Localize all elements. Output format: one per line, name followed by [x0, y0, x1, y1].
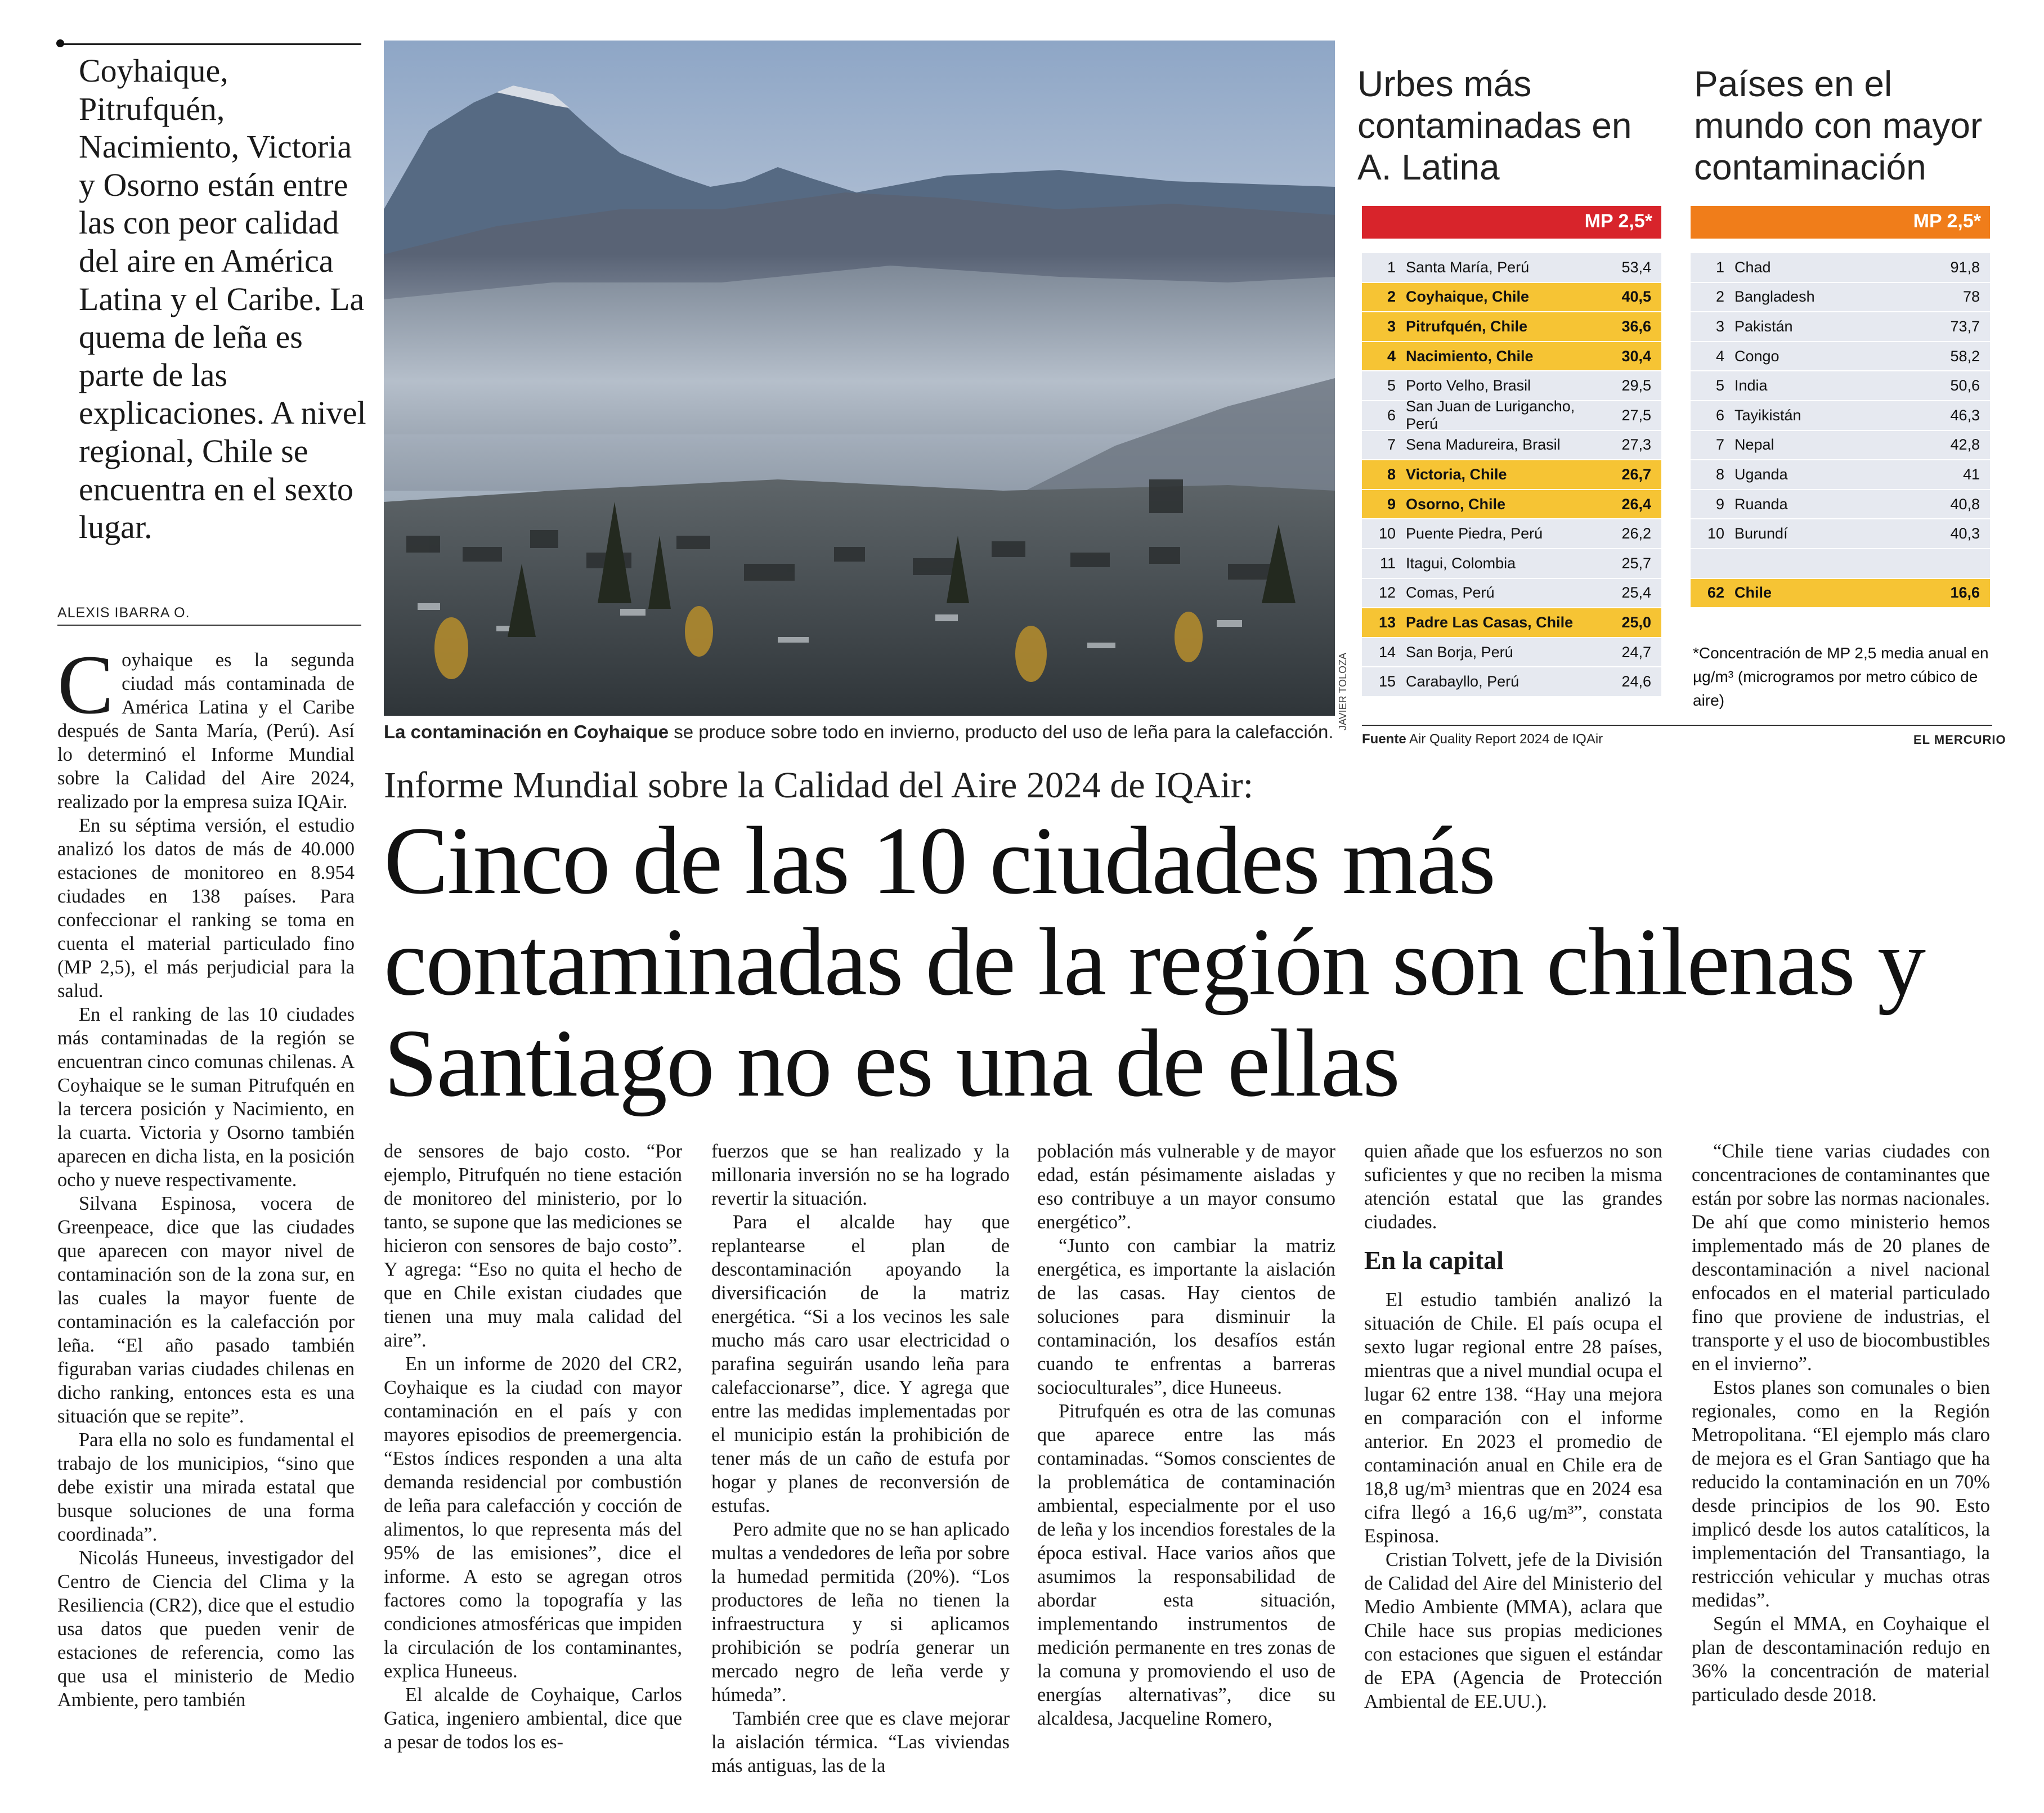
- rank-cell: 13: [1378, 613, 1396, 631]
- value-cell: 27,3: [1621, 436, 1651, 454]
- value-cell: 41: [1962, 465, 1980, 483]
- paragraph: población más vulnerable y de mayor edad, están pésimamente aisladas y eso contribuye a un mayor consumo energético”.: [1037, 1141, 1335, 1233]
- rank-cell: 5: [1387, 377, 1396, 394]
- dropcap: C: [57, 638, 114, 732]
- rank-cell: 6: [1715, 406, 1724, 424]
- table-row: [1691, 549, 1990, 579]
- rank-cell: 7: [1387, 436, 1396, 454]
- value-cell: 53,4: [1621, 258, 1651, 276]
- rank-cell: 8: [1387, 465, 1396, 483]
- name-cell: Bangladesh: [1734, 288, 1815, 306]
- name-cell: Comas, Perú: [1406, 584, 1495, 602]
- table-row: [1691, 283, 1990, 313]
- rank-cell: 3: [1387, 317, 1396, 335]
- paragraph: Pitrufquén es otra de las comunas que aparece entre las más contaminadas. “Somos conscientes de la problemática de contaminación ambiental, especialmente por el uso de leña y los incendios forestales de la época estival. Hace varios años que asumimos la responsabilidad de abordar esta situación, implementando instrumentos de medición permanente en tres zonas de la comuna y promoviendo el uso de energías alternativas”, dice su alcaldesa, Jacqueline Romero,: [1037, 1401, 1335, 1729]
- table-row: [1691, 342, 1990, 372]
- rank-cell: 7: [1715, 436, 1724, 454]
- table-footnote: *Concentración de MP 2,5 media anual en µg/m³ (microgramos por metro cúbico de aire): [1693, 644, 1989, 709]
- rank-cell: 14: [1378, 643, 1396, 661]
- name-cell: Osorno, Chile: [1406, 495, 1506, 513]
- paragraph: fuerzos que se han realizado y la millonaria inversión no se ha logrado revertir la situación.: [711, 1141, 1010, 1209]
- name-cell: Itagui, Colombia: [1406, 554, 1516, 572]
- latam-table-header: MP 2,5*: [1362, 206, 1661, 239]
- world-table: [1691, 253, 1990, 608]
- latam-table: [1362, 253, 1661, 697]
- body-column-4: [1037, 1139, 1335, 1730]
- table-row: [1691, 519, 1990, 549]
- value-cell: 26,7: [1621, 465, 1651, 483]
- body-column-5: [1364, 1139, 1662, 1713]
- value-cell: 73,7: [1950, 317, 1980, 335]
- paragraph: En su séptima versión, el estudio analizó los datos de más de 40.000 estaciones de monitoreo en 8.954 ciudades en 138 países. Para confeccionar el ranking se toma en cuenta el material particulado fino (MP 2,5), el más perjudicial para la salud.: [57, 815, 355, 1002]
- name-cell: Nacimiento, Chile: [1406, 347, 1534, 365]
- headline: Cinco de las 10 ciudades más contaminadas de la región son chilenas y Santiago no es una de ellas: [384, 807, 1925, 1117]
- rank-cell: 2: [1387, 288, 1396, 306]
- value-cell: 40,5: [1621, 288, 1651, 306]
- rank-cell: 4: [1387, 347, 1396, 365]
- paragraph: Nicolás Huneeus, investigador del Centro de Ciencia del Clima y la Resiliencia (CR2), dice que el estudio usa datos que pueden venir de estaciones de referencia, como las que usa el ministerio de Medio Ambiente, pero también: [57, 1547, 355, 1711]
- table-row: [1362, 608, 1661, 638]
- name-cell: Burundí: [1734, 525, 1788, 542]
- table-row: [1691, 460, 1990, 490]
- table-row: [1362, 312, 1661, 342]
- value-cell: 29,5: [1621, 377, 1651, 394]
- value-cell: 42,8: [1950, 436, 1980, 454]
- value-cell: 24,6: [1621, 673, 1651, 690]
- table-row: [1362, 549, 1661, 579]
- paragraph: quien añade que los esfuerzos no son suficientes y que no reciben la misma atención estatal que las grandes ciudades.: [1364, 1141, 1662, 1233]
- rank-cell: 11: [1379, 554, 1396, 572]
- name-cell: Puente Piedra, Perú: [1406, 525, 1543, 542]
- paragraph: Para ella no solo es fundamental el trabajo de los municipios, “sino que debe existir una mirada estatal que busque soluciones de una forma coordinada”.: [57, 1429, 355, 1545]
- value-cell: 91,8: [1950, 258, 1980, 276]
- caption-lead: La contaminación en Coyhaique: [384, 721, 669, 742]
- name-cell: Sena Madureira, Brasil: [1406, 436, 1561, 454]
- table-row: [1691, 401, 1990, 431]
- body-column-6: [1692, 1139, 1990, 1707]
- photo-caption: [384, 721, 1341, 743]
- value-cell: 46,3: [1950, 406, 1980, 424]
- table-row: [1362, 638, 1661, 668]
- photo-credit: JAVIER TOLOZA: [1337, 653, 1348, 731]
- name-cell: Victoria, Chile: [1406, 465, 1507, 483]
- name-cell: Pitrufquén, Chile: [1406, 317, 1527, 335]
- caption-text: se produce sobre todo en invierno, producto del uso de leña para la calefacción.: [669, 721, 1334, 742]
- paragraph: Estos planes son comunales o bien regionales, como en la Región Metropolitana. “El ejemplo más claro de mejora es el Gran Santiago que ha reducido la contaminación en un 70% desde principios de los 90. Esto implicó desde los autos catalíticos, la implementación del Transantiago, la restricción vehicular y muchas otras medidas”.: [1692, 1377, 1990, 1611]
- rank-cell: 12: [1378, 584, 1396, 602]
- table-row: [1362, 431, 1661, 461]
- kicker: Informe Mundial sobre la Calidad del Aire 2024 de IQAir:: [384, 765, 1254, 806]
- value-cell: 78: [1962, 288, 1980, 306]
- rank-cell: 5: [1715, 377, 1724, 394]
- paragraph: Pero admite que no se han aplicado multas a vendedores de leña por sobre la humedad permitida (20%). “Los productores de leña no tienen la infraestructura y si aplicamos prohibición se podría generar un mercado negro de leña verde y húmeda”.: [711, 1519, 1010, 1706]
- body-column-1: [57, 638, 355, 1712]
- name-cell: Santa María, Perú: [1406, 258, 1530, 276]
- value-cell: 40,8: [1950, 495, 1980, 513]
- table-row: [1362, 519, 1661, 549]
- paragraph: En un informe de 2020 del CR2, Coyhaique es la ciudad con mayor contaminación en el país y con mayores episodios de preemergencia. “Estos índices responden a una alta demanda residencial por combustión de leña para calefacción y cocción de alimentos, lo que representa más del 95% de las emisiones”, dice el informe. A esto se agregan otros factores como la topografía y las condiciones atmosféricas que impiden la circulación de los contaminantes, explica Huneeus.: [384, 1353, 682, 1682]
- table-row: [1691, 253, 1990, 283]
- table-row: [1362, 342, 1661, 372]
- rank-cell: 10: [1707, 525, 1724, 542]
- rank-cell: 6: [1387, 406, 1396, 424]
- table-row: [1362, 460, 1661, 490]
- lead-summary: Coyhaique, Pitrufquén, Nacimiento, Victoria y Osorno están entre las con peor calidad del aire en América Latina y el Caribe. La quema de leña es parte de las explicaciones. A nivel regional, Chile se encuentra en el sexto lugar.: [79, 52, 366, 546]
- body-column-2: [384, 1139, 682, 1754]
- table-row: [1691, 312, 1990, 342]
- latam-table-title: Urbes más contaminadas en A. Latina: [1357, 64, 1632, 187]
- name-cell: Uganda: [1734, 465, 1788, 483]
- table-row: [1362, 371, 1661, 401]
- paragraph: “Chile tiene varias ciudades con concentraciones de contaminantes que están por sobre las normas nacionales. De ahí que como ministerio hemos implementado más de 20 planes de descontaminación a nivel nacional enfocados en el material particulado fino que proviene de industrias, el transporte y el uso de biocombustibles en el invierno”.: [1692, 1141, 1990, 1375]
- table-row: [1691, 579, 1990, 609]
- name-cell: San Borja, Perú: [1406, 643, 1513, 661]
- value-cell: 27,5: [1621, 406, 1651, 424]
- value-cell: 26,4: [1621, 495, 1651, 513]
- rank-cell: 1: [1715, 258, 1724, 276]
- landscape-photo: [384, 41, 1335, 716]
- value-cell: 40,3: [1950, 525, 1980, 542]
- body-column-3: [711, 1139, 1010, 1778]
- name-cell: Nepal: [1734, 436, 1774, 454]
- rank-cell: 9: [1715, 495, 1724, 513]
- paragraph: Según el MMA, en Coyhaique el plan de descontaminación redujo en 36% la concentración de material particulado desde 2018.: [1692, 1613, 1990, 1706]
- paragraph: de sensores de bajo costo. “Por ejemplo, Pitrufquén no tiene estación de monitoreo del ministerio, por lo tanto, se supone que las mediciones se hicieron con sensores de bajo costo”. Y agrega: “Eso no quita el hecho de que en Chile existan ciudades que tienen una muy mala calidad del aire”.: [384, 1141, 682, 1351]
- table-row: [1691, 371, 1990, 401]
- paragraph: Cristian Tolvett, jefe de la División de Calidad del Aire del Ministerio del Medio Ambiente (MMA), aclara que Chile hace sus propias mediciones con estaciones que siguen el estándar de EPA (Agencia de Protección Ambiental de EE.UU.).: [1364, 1549, 1662, 1712]
- name-cell: Chad: [1734, 258, 1771, 276]
- value-cell: 16,6: [1950, 584, 1980, 602]
- value-cell: 30,4: [1621, 347, 1651, 365]
- paragraph: “Junto con cambiar la matriz energética, es importante la aislación de las casas. Hay cientos de soluciones para disminuir la contaminación, los desafíos están cuando te enfrentas a barreras socioculturales”, dice Huneeus.: [1037, 1235, 1335, 1398]
- world-table-header: MP 2,5*: [1691, 206, 1990, 239]
- value-cell: 24,7: [1621, 643, 1651, 661]
- subheading: En la capital: [1364, 1246, 1504, 1275]
- table-row: [1691, 431, 1990, 461]
- paragraph: Silvana Espinosa, vocera de Greenpeace, dice que las ciudades que aparecen con mayor nivel de contaminación son de la zona sur, en las cuales la mayor fuente de contaminación es la calefacción por leña. “El año pasado también figuraban varias ciudades chilenas en dicho ranking, entonces esta es una situación que se repite”.: [57, 1193, 355, 1427]
- value-cell: 50,6: [1950, 377, 1980, 394]
- world-table-title: Países en el mundo con mayor contaminación: [1694, 64, 1983, 187]
- value-cell: 36,6: [1621, 317, 1651, 335]
- table-row: [1362, 283, 1661, 313]
- name-cell: Porto Velho, Brasil: [1406, 377, 1531, 394]
- name-cell: Padre Las Casas, Chile: [1406, 613, 1574, 631]
- rank-cell: 3: [1715, 317, 1724, 335]
- rank-cell: 1: [1387, 258, 1396, 276]
- lead-bullet-icon: [56, 39, 64, 47]
- table-row: [1362, 253, 1661, 283]
- rank-cell: 15: [1378, 673, 1396, 690]
- name-cell: Carabayllo, Perú: [1406, 673, 1519, 690]
- table-row: [1362, 579, 1661, 609]
- paragraph: También cree que es clave mejorar la aislación térmica. “Las viviendas más antiguas, las de la: [711, 1708, 1010, 1776]
- rank-cell: 2: [1715, 288, 1724, 306]
- table-row: [1691, 490, 1990, 520]
- paragraph: Coyhaique es la segunda ciudad más contaminada de América Latina y el Caribe después de Santa María, (Perú). Así lo determinó el Informe Mundial sobre la Calidad del Aire 2024, realizado por la empresa suiza IQAir.: [57, 638, 355, 813]
- publication-brand: EL MERCURIO: [1913, 733, 2006, 747]
- rank-cell: 62: [1707, 584, 1724, 602]
- value-cell: 26,2: [1621, 525, 1651, 542]
- byline-rule: [57, 625, 361, 626]
- paragraph: El estudio también analizó la situación de Chile. El país ocupa el sexto lugar regional entre 28 países, mientras que a nivel mundial ocupa el lugar 62 entre 138. “Hay una mejora en comparación con el informe anterior. En 2023 el promedio de contaminación anual en Chile era de 18,8 ug/m³ mientras que en 2024 esa cifra llegó a 16,6 ug/m³”, constata Espinosa.: [1364, 1289, 1662, 1547]
- name-cell: India: [1734, 377, 1768, 394]
- paragraph: El alcalde de Coyhaique, Carlos Gatica, ingeniero ambiental, dice que a pesar de todos los es-: [384, 1684, 682, 1753]
- paragraph: Para el alcalde hay que replantearse el plan de descontaminación apoyando la diversificación de la matriz energética. “Si a los vecinos les sale mucho más caro usar electricidad o parafina seguirán usando leña para calefaccionarse”, dice. Y agrega que entre las medidas implementadas por el municipio están la prohibición de tener más de un caño de estufa por hogar y planes de reconversión de estufas.: [711, 1211, 1010, 1516]
- value-cell: 25,0: [1621, 613, 1651, 631]
- name-cell: Coyhaique, Chile: [1406, 288, 1530, 306]
- source-rule: [1362, 725, 1992, 726]
- rank-cell: 4: [1715, 347, 1724, 365]
- name-cell: Congo: [1734, 347, 1779, 365]
- source-line: Fuente Air Quality Report 2024 de IQAir: [1362, 732, 1603, 747]
- name-cell: San Juan de Lurigancho, Perú: [1406, 398, 1575, 433]
- value-cell: 58,2: [1950, 347, 1980, 365]
- value-cell: 25,7: [1621, 554, 1651, 572]
- name-cell: Tayikistán: [1734, 406, 1801, 424]
- rank-cell: 9: [1387, 495, 1396, 513]
- rank-cell: 10: [1378, 525, 1396, 542]
- name-cell: Pakistán: [1734, 317, 1793, 335]
- table-row: [1362, 490, 1661, 520]
- name-cell: Ruanda: [1734, 495, 1788, 513]
- table-row: [1362, 667, 1661, 697]
- table-row: [1362, 398, 1661, 433]
- byline: ALEXIS IBARRA O.: [57, 605, 190, 621]
- name-cell: Chile: [1734, 584, 1772, 602]
- paragraph: En el ranking de las 10 ciudades más contaminadas de la región se encuentran cinco comunas chilenas. A Coyhaique se le suman Pitrufquén en la tercera posición y Nacimiento, en la cuarta. Victoria y Osorno también aparecen en dicha lista, en la posición ocho y nueve respectivamente.: [57, 1004, 355, 1191]
- lead-top-rule: [57, 43, 361, 45]
- value-cell: 25,4: [1621, 584, 1651, 602]
- rank-cell: 8: [1715, 465, 1724, 483]
